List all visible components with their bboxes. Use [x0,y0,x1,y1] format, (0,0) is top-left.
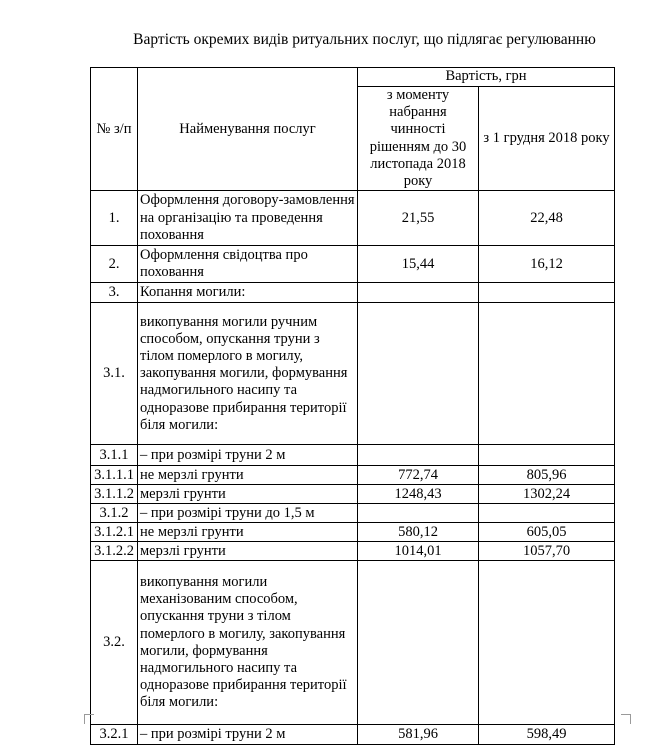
table-row [91,445,615,466]
row-service-name: – при розмірі труни 2 м [138,725,358,745]
row-number: 3.1.2.2 [91,542,138,561]
page-corner-mark-right [621,714,631,724]
document-title: Вартість окремих видів ритуальних послуг, що підлягає регулюванню [133,31,596,48]
header-period-2: з 1 грудня 2018 року [479,87,615,191]
row-service-name: Оформлення свідоцтва про поховання [138,246,358,283]
row-number: 3.1.2.1 [91,523,138,542]
row-price-1: 772,74 [358,466,479,485]
row-service-name: не мерзлі грунти [138,523,358,542]
row-service-name: викопування могили механізованим способом, опускання труни з тілом померлого в могилу, закопування могили, формування надмогильного насипу та одноразове прибирання території біля могили: [138,561,358,725]
row-number: 3.2.1 [91,725,138,745]
row-price-2: 598,49 [479,725,615,745]
row-service-name: не мерзлі грунти [138,466,358,485]
row-price-1: 21,55 [358,191,479,246]
row-price-2 [479,561,615,725]
row-service-name: Копання могили: [138,283,358,303]
row-number: 3.1.2 [91,504,138,523]
table-row [91,504,615,523]
row-price-2: 16,12 [479,246,615,283]
row-number: 3. [91,283,138,303]
row-price-2 [479,303,615,445]
row-number: 3.1.1.2 [91,485,138,504]
row-price-1 [358,504,479,523]
row-price-2 [479,283,615,303]
header-service-name: Найменування послуг [138,68,358,191]
row-service-name: – при розмірі труни 2 м [138,445,358,466]
row-price-1: 581,96 [358,725,479,745]
table-row [91,485,615,504]
row-service-name: викопування могили ручним способом, опускання труни з тілом померлого в могилу, закопування могили, формування надмогильного насипу та одноразове прибирання території біля могили: [138,303,358,445]
table-row [91,283,615,303]
row-price-2: 1057,70 [479,542,615,561]
row-service-name: мерзлі грунти [138,542,358,561]
row-price-1: 1248,43 [358,485,479,504]
row-price-1: 15,44 [358,246,479,283]
row-price-2 [479,504,615,523]
row-number: 3.1.1.1 [91,466,138,485]
row-service-name: Оформлення договору-замовлення на організацію та проведення поховання [138,191,358,246]
row-price-1: 580,12 [358,523,479,542]
row-price-1 [358,283,479,303]
row-price-2: 605,05 [479,523,615,542]
price-table [90,67,615,745]
row-price-1 [358,561,479,725]
table-row [91,246,615,283]
row-price-1 [358,445,479,466]
row-price-2: 805,96 [479,466,615,485]
table-row [91,466,615,485]
header-number: № з/п [91,68,138,191]
row-service-name: – при розмірі труни до 1,5 м [138,504,358,523]
row-number: 3.1. [91,303,138,445]
row-price-2 [479,445,615,466]
row-number: 3.2. [91,561,138,725]
row-price-2: 1302,24 [479,485,615,504]
row-price-1 [358,303,479,445]
table-row [91,303,615,445]
row-price-1: 1014,01 [358,542,479,561]
row-price-2: 22,48 [479,191,615,246]
table-row [91,191,615,246]
row-number: 1. [91,191,138,246]
table-row [91,725,615,745]
table-row [91,561,615,725]
table-row [91,523,615,542]
table-row [91,542,615,561]
row-number: 3.1.1 [91,445,138,466]
row-service-name: мерзлі грунти [138,485,358,504]
page-corner-mark-left [84,714,94,724]
row-number: 2. [91,246,138,283]
header-price: Вартість, грн [358,68,615,87]
header-period-1: з моменту набрання чинності рішенням до 30 листопада 2018 року [358,87,479,191]
